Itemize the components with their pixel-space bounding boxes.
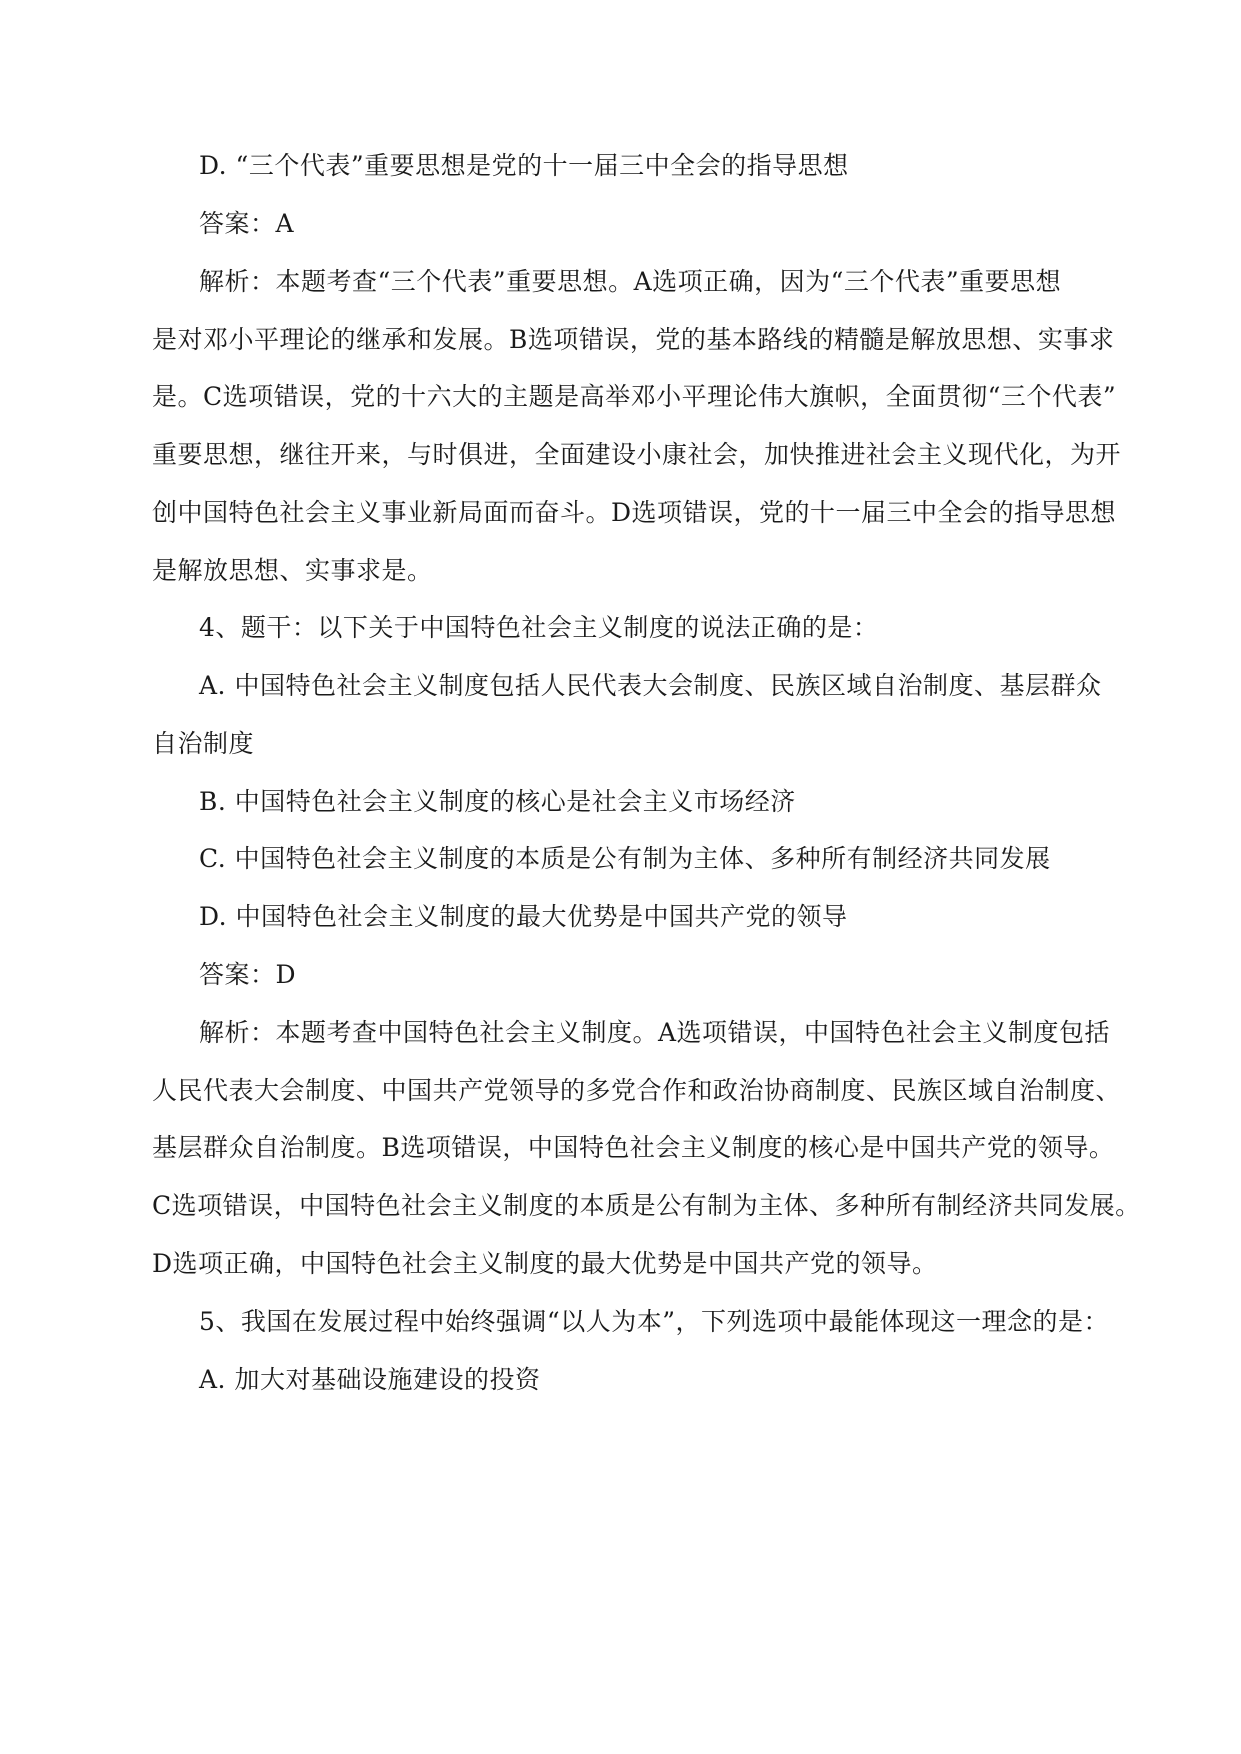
q4-answer: 答案：D [199, 960, 297, 989]
q3-answer: 答案：A [199, 209, 295, 238]
q4-analysis-line-3: 基层群众自治制度。B选项错误，中国特色社会主义制度的核心是中国共产党的领导。 [152, 1133, 1115, 1162]
q3-analysis-line-5: 创中国特色社会主义事业新局面而奋斗。D选项错误，党的十一届三中全会的指导思想 [152, 498, 1117, 527]
q4-analysis-line-4: C选项错误，中国特色社会主义制度的本质是公有制为主体、多种所有制经济共同发展。 [152, 1191, 1141, 1220]
q3-analysis-line-1: 解析：本题考查“三个代表”重要思想。A选项正确，因为“三个代表”重要思想 [199, 267, 1062, 296]
q5-stem: 5、我国在发展过程中始终强调“以人为本”，下列选项中最能体现这一理念的是： [199, 1307, 1109, 1336]
q3-analysis-line-3: 是。C选项错误，党的十六大的主题是高举邓小平理论伟大旗帜，全面贯彻“三个代表” [152, 382, 1117, 411]
q4-analysis-line-2: 人民代表大会制度、中国共产党领导的多党合作和政治协商制度、民族区域自治制度、 [152, 1076, 1122, 1105]
q4-stem: 4、题干：以下关于中国特色社会主义制度的说法正确的是： [199, 613, 879, 642]
q4-option-a-line-1: A. 中国特色社会主义制度包括人民代表大会制度、民族区域自治制度、基层群众 [199, 671, 1102, 700]
q3-option-d: D. “三个代表”重要思想是党的十一届三中全会的指导思想 [199, 151, 849, 180]
q4-option-d: D. 中国特色社会主义制度的最大优势是中国共产党的领导 [199, 902, 848, 931]
q3-analysis-line-2: 是对邓小平理论的继承和发展。B选项错误，党的基本路线的精髓是解放思想、实事求 [152, 325, 1115, 354]
q4-option-c: C. 中国特色社会主义制度的本质是公有制为主体、多种所有制经济共同发展 [199, 844, 1051, 873]
q4-analysis-line-1: 解析：本题考查中国特色社会主义制度。A选项错误，中国特色社会主义制度包括 [199, 1018, 1111, 1047]
q4-analysis-line-5: D选项正确，中国特色社会主义制度的最大优势是中国共产党的领导。 [152, 1249, 938, 1278]
q3-analysis-line-6: 是解放思想、实事求是。 [152, 556, 433, 585]
q4-option-a-line-2: 自治制度 [152, 729, 255, 758]
q3-analysis-line-4: 重要思想，继往开来，与时俱进，全面建设小康社会，加快推进社会主义现代化，为开 [152, 440, 1122, 469]
q5-option-a: A. 加大对基础设施建设的投资 [199, 1365, 541, 1394]
q4-option-b: B. 中国特色社会主义制度的核心是社会主义市场经济 [199, 787, 796, 816]
